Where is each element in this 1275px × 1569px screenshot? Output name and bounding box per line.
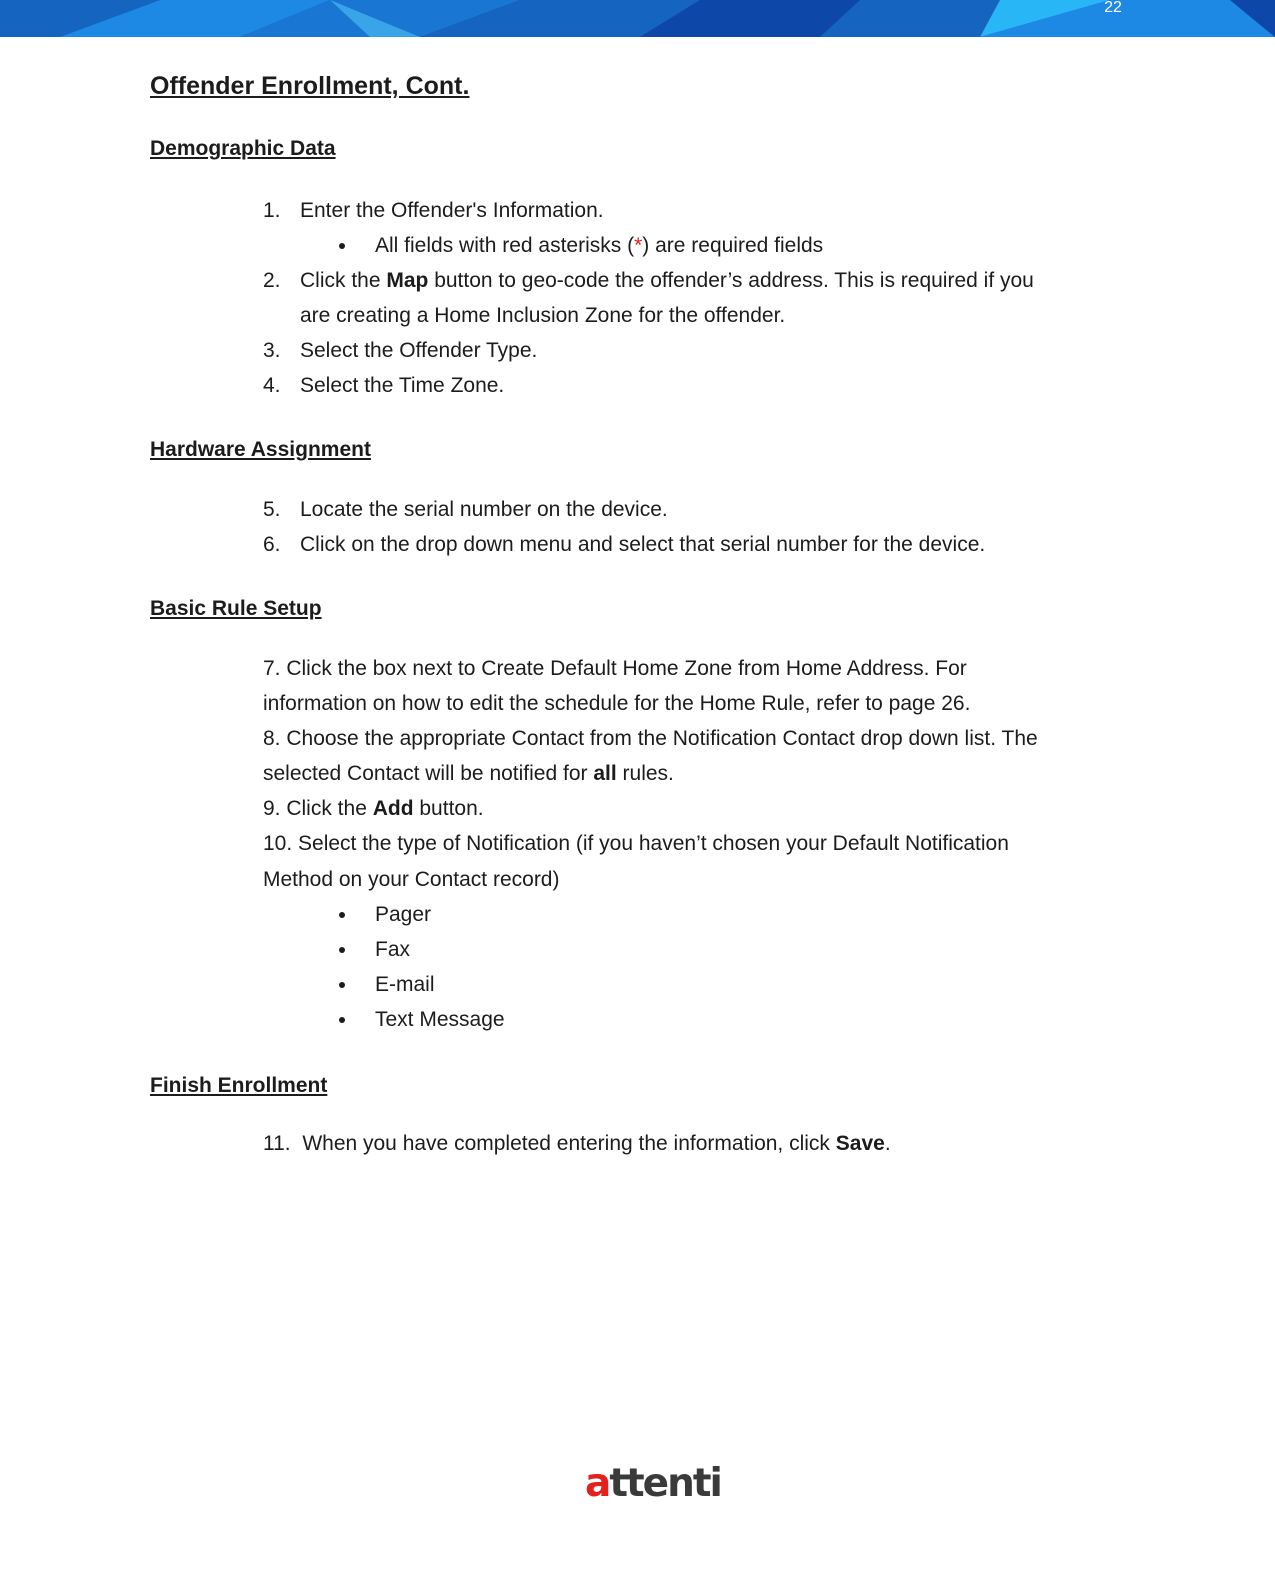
step-2-continuation: are creating a Home Inclusion Zone for the offender. bbox=[300, 304, 786, 327]
step-3: 3. Select the Offender Type. bbox=[263, 339, 538, 362]
bullet-icon bbox=[339, 947, 345, 953]
header-polygon-graphic bbox=[0, 0, 1275, 37]
step-5: 5. Locate the serial number on the device. bbox=[263, 498, 668, 521]
step-4: 4. Select the Time Zone. bbox=[263, 374, 505, 397]
step-7-line-1: 7. Click the box next to Create Default Home Zone from Home Address. For bbox=[263, 657, 967, 680]
section-heading-basic-rule: Basic Rule Setup bbox=[150, 597, 322, 620]
list-item-notification-type: Fax bbox=[375, 938, 411, 961]
section-heading-demographic: Demographic Data bbox=[150, 137, 336, 160]
bullet-icon bbox=[339, 982, 345, 988]
list-item-notification-type: Pager bbox=[375, 903, 432, 926]
header-banner bbox=[0, 0, 1275, 37]
step-7-line-2: information on how to edit the schedule for the Home Rule, refer to page 26. bbox=[263, 692, 971, 715]
bullet-icon bbox=[339, 243, 345, 249]
page-title: Offender Enrollment, Cont. bbox=[150, 72, 470, 100]
step-10-line-2: Method on your Contact record) bbox=[263, 868, 560, 891]
section-heading-hardware: Hardware Assignment bbox=[150, 438, 371, 461]
step-1: 1. Enter the Offender's Information. bbox=[263, 199, 604, 222]
step-8-line-2: selected Contact will be notified for all rules. bbox=[263, 762, 674, 785]
bullet-icon bbox=[339, 1017, 345, 1023]
required-fields-note: All fields with red asterisks (*) are required fields bbox=[375, 234, 824, 257]
list-item-notification-type: Text Message bbox=[375, 1008, 505, 1031]
required-asterisk: * bbox=[634, 234, 643, 257]
bullet-icon bbox=[339, 912, 345, 918]
step-2: 2. Click the Map button to geo-code the offender’s address. This is required if you bbox=[263, 269, 1034, 292]
section-heading-finish: Finish Enrollment bbox=[150, 1074, 328, 1097]
step-9: 9. Click the Add button. bbox=[263, 797, 484, 820]
step-10-line-1: 10. Select the type of Notification (if you haven’t chosen your Default Notification bbox=[263, 832, 1009, 855]
list-item-notification-type: E-mail bbox=[375, 973, 435, 996]
step-8-line-1: 8. Choose the appropriate Contact from the Notification Contact drop down list. The bbox=[263, 727, 1038, 750]
step-11: 11. When you have completed entering the information, click Save. bbox=[263, 1132, 891, 1155]
attenti-logo: attenti bbox=[585, 1461, 721, 1506]
page-number: 22 bbox=[1104, 0, 1122, 16]
step-6: 6. Click on the drop down menu and select that serial number for the device. bbox=[263, 533, 986, 556]
